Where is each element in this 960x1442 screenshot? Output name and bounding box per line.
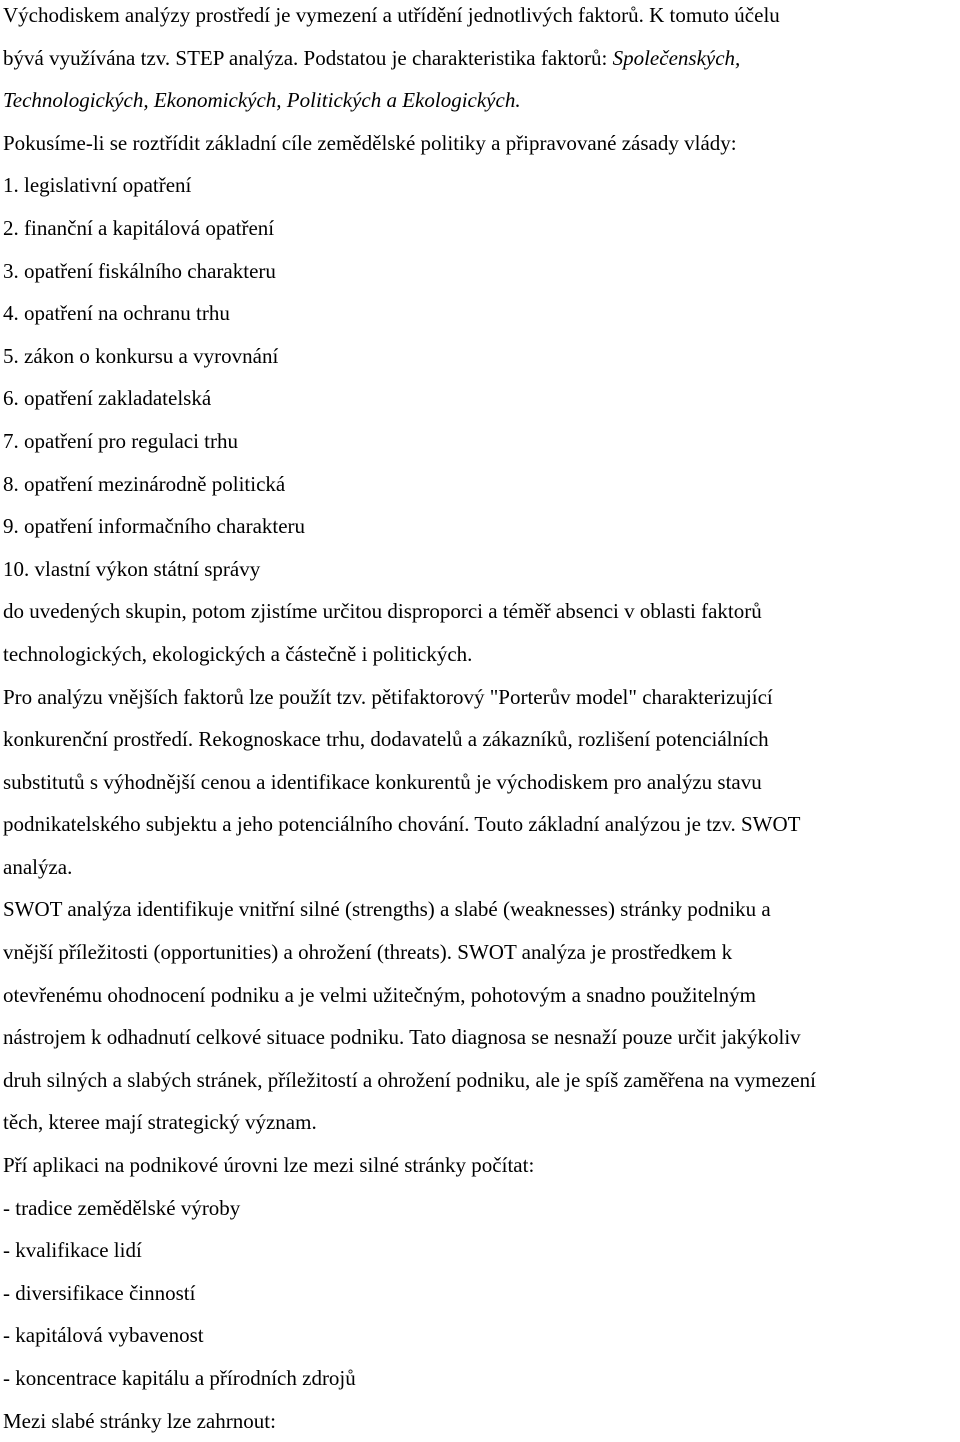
document-page xyxy=(3,0,958,1442)
list-item: 9. opatření informačního charakteru xyxy=(3,514,306,539)
text-line: těch, kteree mají strategický význam. xyxy=(3,1110,317,1135)
list-item: 6. opatření zakladatelská xyxy=(3,386,212,411)
list-item: - kapitálová vybavenost xyxy=(3,1323,204,1348)
list-item: - tradice zemědělské výroby xyxy=(3,1195,241,1220)
text-line: substitutů s výhodnější cenou a identifikace konkurentů je východiskem pro analýzu stavu xyxy=(3,769,762,794)
strengths-intro: Pří aplikaci na podnikové úrovni lze mezi silné stránky počítat: xyxy=(3,1153,535,1178)
porter-paragraph xyxy=(3,676,958,889)
text-segment: bývá využívána tzv. STEP analýza. Podstatou je charakteristika faktorů: xyxy=(3,45,613,70)
text-line: nástrojem k odhadnutí celkové situace podniku. Tato diagnosa se nesnaží pouze určit jakýkoliv xyxy=(3,1025,801,1050)
text-line: SWOT analýza identifikuje vnitřní silné (strengths) a slabé (weaknesses) stránky podniku a xyxy=(3,897,771,922)
weaknesses-intro: Mezi slabé stránky lze zahrnout: xyxy=(3,1408,276,1433)
sorting-intro: Pokusíme-li se roztřídit základní cíle zemědělské politiky a připravované zásady vlády: xyxy=(3,130,737,155)
list-item: - koncentrace kapitálu a přírodních zdrojů xyxy=(3,1366,356,1390)
list-item: 8. opatření mezinárodně politická xyxy=(3,471,286,496)
text-line: vnější příležitosti (opportunities) a ohrožení (threats). SWOT analýza je prostředkem k xyxy=(3,940,733,965)
text-line: podnikatelského subjektu a jeho potenciálního chování. Touto základní analýzou je tzv. SWOT xyxy=(3,812,801,837)
text-line xyxy=(3,37,958,80)
swot-paragraph xyxy=(3,888,958,1144)
text-line: Východiskem analýzy prostředí je vymezení a utřídění jednotlivých faktorů. K tomuto účelu xyxy=(3,3,780,27)
list-item: 10. vlastní výkon státní správy xyxy=(3,556,261,581)
after-list-paragraph xyxy=(3,590,958,675)
list-item: 1. legislativní opatření xyxy=(3,173,192,198)
italic-text-line: Technologických, Ekonomických, Politických a Ekologických. xyxy=(3,88,521,113)
intro-paragraph xyxy=(3,0,958,122)
text-line: Pro analýzu vnějších faktorů lze použít tzv. pětifaktorový "Porterův model" charakterizující xyxy=(3,684,773,709)
list-item: 4. opatření na ochranu trhu xyxy=(3,301,230,326)
list-item: 7. opatření pro regulaci trhu xyxy=(3,428,238,453)
text-line: otevřenému ohodnocení podniku a je velmi užitečným, pohotovým a snadno použitelným xyxy=(3,982,756,1007)
text-line: do uvedených skupin, potom zjistíme určitou disproporci a téměř absenci v oblasti faktorů xyxy=(3,599,762,624)
list-item: 5. zákon o konkursu a vyrovnání xyxy=(3,343,279,368)
text-line: druh silných a slabých stránek, příležitostí a ohrožení podniku, ale je spíš zaměřena na vymezení xyxy=(3,1067,816,1092)
italic-text-segment: Společenských, xyxy=(612,45,741,70)
list-item: 2. finanční a kapitálová opatření xyxy=(3,215,275,240)
list-item: - kvalifikace lidí xyxy=(3,1238,142,1263)
measures-list xyxy=(3,164,958,590)
text-line: konkurenční prostředí. Rekognoskace trhu, dodavatelů a zákazníků, rozlišení potenciálních xyxy=(3,727,769,752)
list-item: 3. opatření fiskálního charakteru xyxy=(3,258,276,283)
list-item: - diversifikace činností xyxy=(3,1280,196,1305)
text-line: analýza. xyxy=(3,854,73,879)
text-line: technologických, ekologických a částečně i politických. xyxy=(3,641,473,666)
strengths-list xyxy=(3,1187,958,1400)
